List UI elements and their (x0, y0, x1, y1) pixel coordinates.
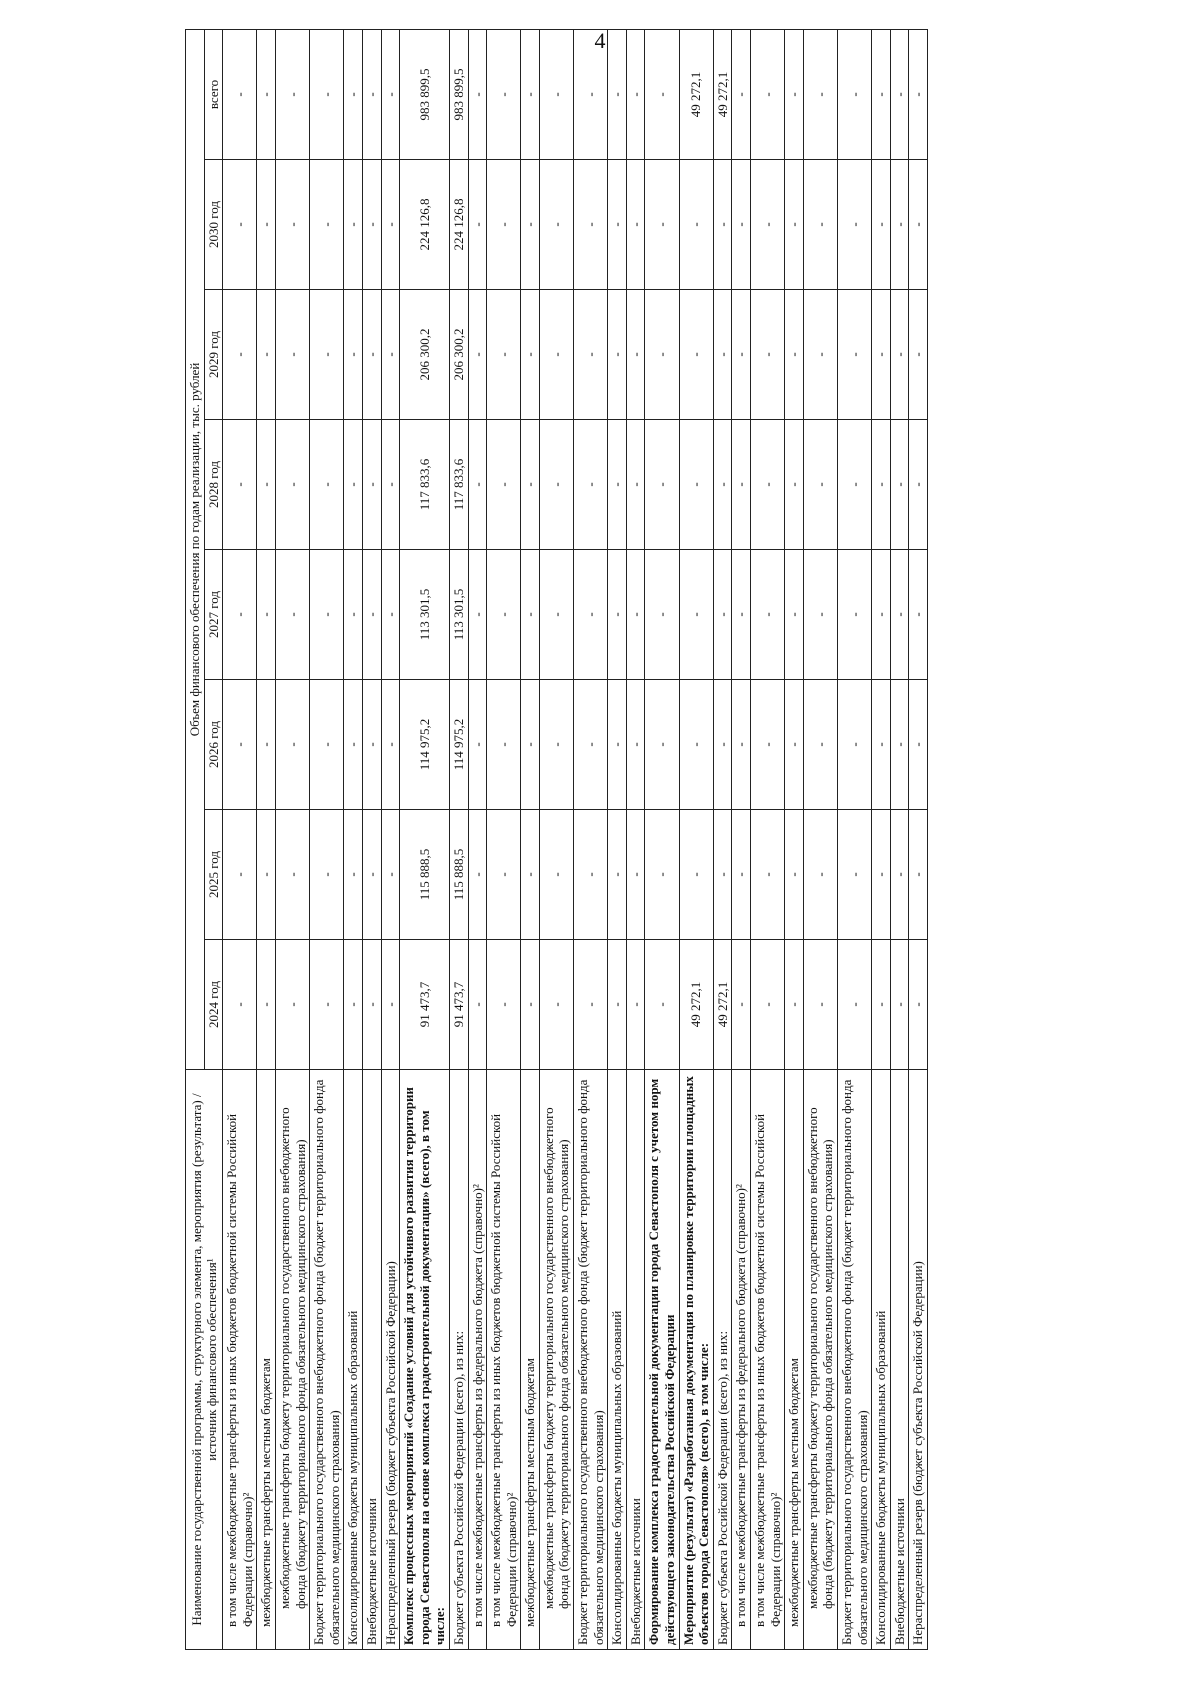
table-row (449, 29, 468, 1649)
row-value-cell: - (732, 680, 751, 810)
row-value-cell: - (890, 420, 909, 550)
header-total: всего (204, 29, 223, 159)
row-value-cell: - (223, 680, 257, 810)
row-value-cell: - (679, 810, 713, 940)
row-value-cell: - (362, 420, 381, 550)
row-value-cell: - (751, 420, 785, 550)
row-value-cell: 117 833,6 (400, 420, 450, 550)
row-label: Внебюджетные источники (890, 1070, 909, 1650)
header-year: 2024 год (204, 940, 223, 1070)
row-value-cell: - (362, 940, 381, 1070)
row-total-cell: - (468, 29, 487, 159)
row-value-cell: - (626, 290, 645, 420)
table-row (521, 29, 540, 1649)
row-value-cell: - (751, 160, 785, 290)
row-value-cell: - (890, 550, 909, 680)
header-row-group (186, 29, 205, 1649)
row-label: Нераспределенный резерв (бюджет субъекта Российской Федерации) (381, 1070, 400, 1650)
row-value-cell: - (803, 290, 837, 420)
table-row (751, 29, 785, 1649)
row-value-cell: - (626, 680, 645, 810)
row-value-cell: - (803, 420, 837, 550)
row-value-cell: 206 300,2 (449, 290, 468, 420)
row-value-cell: - (362, 160, 381, 290)
row-value-cell: - (257, 550, 276, 680)
row-value-cell: - (381, 940, 400, 1070)
row-value-cell: - (275, 940, 309, 1070)
table-row (679, 29, 713, 1649)
row-value-cell: - (487, 160, 521, 290)
row-value-cell: - (732, 290, 751, 420)
row-label: Бюджет субъекта Российской Федерации (всего), из них: (713, 1070, 732, 1650)
row-value-cell: - (751, 680, 785, 810)
row-value-cell: - (310, 810, 344, 940)
header-group: Объем финансового обеспечения по годам реализации, тыс. рублей (186, 29, 205, 1069)
row-total-cell: - (909, 29, 928, 159)
row-total-cell: - (381, 29, 400, 159)
row-value-cell: - (890, 680, 909, 810)
table-row (487, 29, 521, 1649)
row-label: Консолидированные бюджеты муниципальных образований (344, 1070, 363, 1650)
row-total-cell: - (257, 29, 276, 159)
row-label: Бюджет территориального государственного внебюджетного фонда (бюджет территориального фонда обязательного медицинского страхования) (837, 1070, 871, 1650)
row-value-cell: 91 473,7 (449, 940, 468, 1070)
row-value-cell: - (872, 160, 891, 290)
row-value-cell: 115 888,5 (400, 810, 450, 940)
row-value-cell: - (785, 290, 804, 420)
row-value-cell: - (626, 160, 645, 290)
header-year: 2027 год (204, 550, 223, 680)
row-value-cell: 224 126,8 (449, 160, 468, 290)
row-value-cell: - (713, 420, 732, 550)
row-total-cell: 983 899,5 (400, 29, 450, 159)
row-value-cell: - (310, 550, 344, 680)
row-value-cell: - (909, 290, 928, 420)
row-total-cell: - (803, 29, 837, 159)
row-value-cell: - (679, 420, 713, 550)
table-row (890, 29, 909, 1649)
row-value-cell: - (626, 550, 645, 680)
row-label: в том числе межбюджетные трансферты из иных бюджетов бюджетной системы Российской Федерации (справочно)² (751, 1070, 785, 1650)
row-value-cell: - (785, 940, 804, 1070)
row-value-cell: - (909, 680, 928, 810)
row-value-cell: - (521, 810, 540, 940)
row-value-cell: - (608, 810, 627, 940)
row-label: в том числе межбюджетные трансферты из федерального бюджета (справочно)² (732, 1070, 751, 1650)
row-value-cell: - (803, 550, 837, 680)
row-value-cell: 224 126,8 (400, 160, 450, 290)
rotated-table-frame (185, 30, 1185, 1650)
row-value-cell: - (803, 940, 837, 1070)
row-value-cell: 115 888,5 (449, 810, 468, 940)
header-year: 2026 год (204, 680, 223, 810)
row-value-cell: - (803, 160, 837, 290)
row-value-cell: 114 975,2 (400, 680, 450, 810)
row-value-cell: 49 272,1 (713, 940, 732, 1070)
row-value-cell: - (223, 810, 257, 940)
row-value-cell: - (223, 420, 257, 550)
table-row (275, 29, 309, 1649)
row-value-cell: - (837, 420, 871, 550)
row-label: Консолидированные бюджеты муниципальных образований (872, 1070, 891, 1650)
row-value-cell: - (468, 680, 487, 810)
row-value-cell: - (751, 550, 785, 680)
row-value-cell: - (344, 550, 363, 680)
row-value-cell: - (837, 810, 871, 940)
row-value-cell: - (837, 550, 871, 680)
row-value-cell: - (468, 550, 487, 680)
row-total-cell: - (645, 29, 679, 159)
header-name: Наименование государственной программы, структурного элемента, мероприятия (результата) / источник финансового обеспечения¹ (186, 1070, 223, 1650)
row-value-cell: - (275, 550, 309, 680)
row-value-cell: - (362, 680, 381, 810)
row-value-cell: - (521, 290, 540, 420)
row-label: Бюджет субъекта Российской Федерации (всего), из них: (449, 1070, 468, 1650)
row-value-cell: - (872, 550, 891, 680)
table-row (837, 29, 871, 1649)
row-label: межбюджетные трансферты бюджету территориального государственного внебюджетного фонда (бюджету территориального фонда обязательного медицинского страхования) (803, 1070, 837, 1650)
row-total-cell: - (344, 29, 363, 159)
row-value-cell: - (751, 810, 785, 940)
table-row (539, 29, 573, 1649)
row-label: в том числе межбюджетные трансферты из иных бюджетов бюджетной системы Российской Федерации (справочно)² (223, 1070, 257, 1650)
row-label: Комплекс процессных мероприятий «Создание условий для устойчивого развития территории города Севастополя на основе комплекса градостроительной документации» (всего), в том числе: (400, 1070, 450, 1650)
table-row (223, 29, 257, 1649)
row-value-cell: - (275, 420, 309, 550)
table-row (257, 29, 276, 1649)
row-value-cell: - (344, 420, 363, 550)
row-total-cell: - (608, 29, 627, 159)
row-value-cell: - (909, 160, 928, 290)
header-year: 2025 год (204, 810, 223, 940)
row-value-cell: 114 975,2 (449, 680, 468, 810)
row-value-cell: - (257, 420, 276, 550)
table-row (468, 29, 487, 1649)
row-label: межбюджетные трансферты местным бюджетам (785, 1070, 804, 1650)
row-total-cell: - (785, 29, 804, 159)
row-value-cell: - (837, 160, 871, 290)
row-total-cell: - (275, 29, 309, 159)
row-value-cell: - (310, 940, 344, 1070)
row-label: Консолидированные бюджеты муниципальных образований (608, 1070, 627, 1650)
row-value-cell: 206 300,2 (400, 290, 450, 420)
row-label: Нераспределенный резерв (бюджет субъекта Российской Федерации) (909, 1070, 928, 1650)
row-value-cell: - (257, 810, 276, 940)
row-label: межбюджетные трансферты местным бюджетам (257, 1070, 276, 1650)
row-value-cell: - (713, 550, 732, 680)
row-value-cell: - (732, 810, 751, 940)
row-label: Мероприятие (результат) «Разработанная документация по планировке территории площадных объектов города Севастополя» (всего), в том числе: (679, 1070, 713, 1650)
row-value-cell: 49 272,1 (679, 940, 713, 1070)
row-value-cell: - (539, 940, 573, 1070)
row-value-cell: - (310, 160, 344, 290)
header-year: 2028 год (204, 420, 223, 550)
row-value-cell: - (487, 420, 521, 550)
table-row (608, 29, 627, 1649)
row-value-cell: - (381, 420, 400, 550)
row-value-cell: - (521, 680, 540, 810)
row-value-cell: - (574, 810, 608, 940)
row-value-cell: - (751, 290, 785, 420)
row-value-cell: - (275, 290, 309, 420)
row-value-cell: - (223, 290, 257, 420)
row-value-cell: - (381, 810, 400, 940)
row-value-cell: - (803, 680, 837, 810)
table-row (400, 29, 450, 1649)
row-value-cell: - (487, 810, 521, 940)
row-value-cell: - (608, 550, 627, 680)
row-value-cell: - (751, 940, 785, 1070)
page-number: 4 (594, 28, 606, 53)
row-label: межбюджетные трансферты местным бюджетам (521, 1070, 540, 1650)
row-value-cell: - (626, 810, 645, 940)
row-value-cell: - (468, 420, 487, 550)
row-total-cell: 49 272,1 (713, 29, 732, 159)
row-value-cell: - (679, 160, 713, 290)
row-value-cell: - (608, 160, 627, 290)
row-value-cell: - (487, 680, 521, 810)
row-total-cell: - (732, 29, 751, 159)
row-value-cell: - (872, 680, 891, 810)
row-value-cell: - (344, 160, 363, 290)
table-row (381, 29, 400, 1649)
table-row (785, 29, 804, 1649)
table-row (626, 29, 645, 1649)
row-value-cell: - (521, 420, 540, 550)
row-value-cell: - (872, 290, 891, 420)
row-value-cell: - (521, 940, 540, 1070)
table-body (223, 29, 928, 1649)
row-label: Бюджет территориального государственного внебюджетного фонда (бюджет территориального фонда обязательного медицинского страхования) (310, 1070, 344, 1650)
row-value-cell: - (310, 290, 344, 420)
row-value-cell: - (574, 290, 608, 420)
row-value-cell: - (645, 550, 679, 680)
row-value-cell: - (275, 160, 309, 290)
row-value-cell: - (713, 810, 732, 940)
row-value-cell: - (645, 680, 679, 810)
row-value-cell: - (257, 680, 276, 810)
row-total-cell: - (751, 29, 785, 159)
row-value-cell: - (645, 290, 679, 420)
row-value-cell: 117 833,6 (449, 420, 468, 550)
row-label: Бюджет территориального государственного внебюджетного фонда (бюджет территориального фонда обязательного медицинского страхования) (574, 1070, 608, 1650)
row-value-cell: - (521, 160, 540, 290)
row-value-cell: - (890, 940, 909, 1070)
row-value-cell: - (713, 680, 732, 810)
row-value-cell: - (468, 940, 487, 1070)
row-value-cell: - (909, 420, 928, 550)
row-value-cell: - (275, 810, 309, 940)
row-value-cell: - (539, 550, 573, 680)
row-value-cell: - (679, 290, 713, 420)
row-value-cell: - (713, 290, 732, 420)
table-row (362, 29, 381, 1649)
row-total-cell: - (223, 29, 257, 159)
row-value-cell: - (362, 810, 381, 940)
row-total-cell: - (626, 29, 645, 159)
row-total-cell: 49 272,1 (679, 29, 713, 159)
row-value-cell: - (223, 160, 257, 290)
row-value-cell: - (521, 550, 540, 680)
row-value-cell: - (713, 160, 732, 290)
row-value-cell: - (732, 420, 751, 550)
row-value-cell: - (487, 550, 521, 680)
row-total-cell: - (310, 29, 344, 159)
row-value-cell: - (872, 420, 891, 550)
row-label: Внебюджетные источники (626, 1070, 645, 1650)
table-row (713, 29, 732, 1649)
row-value-cell: - (257, 160, 276, 290)
table-row (344, 29, 363, 1649)
row-label: в том числе межбюджетные трансферты из федерального бюджета (справочно)² (468, 1070, 487, 1650)
row-value-cell: - (872, 810, 891, 940)
row-value-cell: - (310, 420, 344, 550)
row-label: межбюджетные трансферты бюджету территориального государственного внебюджетного фонда (бюджету территориального фонда обязательного медицинского страхования) (539, 1070, 573, 1650)
row-value-cell: - (837, 940, 871, 1070)
row-value-cell: - (344, 680, 363, 810)
row-value-cell: - (344, 810, 363, 940)
row-value-cell: - (344, 940, 363, 1070)
row-value-cell: - (785, 680, 804, 810)
row-value-cell: 113 301,5 (449, 550, 468, 680)
row-value-cell: - (909, 550, 928, 680)
financing-table (185, 29, 928, 1650)
row-value-cell: - (608, 420, 627, 550)
row-value-cell: - (732, 550, 751, 680)
row-label: в том числе межбюджетные трансферты из иных бюджетов бюджетной системы Российской Федерации (справочно)² (487, 1070, 521, 1650)
table-row (803, 29, 837, 1649)
row-value-cell: - (608, 680, 627, 810)
row-value-cell: - (909, 940, 928, 1070)
row-value-cell: 113 301,5 (400, 550, 450, 680)
row-value-cell: - (539, 290, 573, 420)
row-value-cell: - (626, 420, 645, 550)
row-value-cell: - (626, 940, 645, 1070)
row-value-cell: - (785, 810, 804, 940)
row-value-cell: - (574, 420, 608, 550)
row-value-cell: - (574, 940, 608, 1070)
row-value-cell: - (362, 290, 381, 420)
row-value-cell: - (275, 680, 309, 810)
row-value-cell: - (381, 680, 400, 810)
row-value-cell: - (785, 160, 804, 290)
row-value-cell: - (872, 940, 891, 1070)
header-year: 2030 год (204, 160, 223, 290)
table-row (732, 29, 751, 1649)
table-row (645, 29, 679, 1649)
row-value-cell: - (837, 290, 871, 420)
row-value-cell: - (732, 940, 751, 1070)
row-total-cell: - (890, 29, 909, 159)
row-value-cell: - (468, 810, 487, 940)
table-row (310, 29, 344, 1649)
row-total-cell: - (521, 29, 540, 159)
row-value-cell: - (223, 940, 257, 1070)
row-value-cell: - (539, 680, 573, 810)
row-value-cell: - (785, 420, 804, 550)
row-value-cell: - (310, 680, 344, 810)
row-value-cell: - (381, 160, 400, 290)
row-value-cell: - (574, 680, 608, 810)
row-value-cell: 91 473,7 (400, 940, 450, 1070)
row-value-cell: - (890, 160, 909, 290)
row-total-cell: - (574, 29, 608, 159)
row-value-cell: - (909, 810, 928, 940)
row-value-cell: - (645, 160, 679, 290)
row-value-cell: - (257, 290, 276, 420)
row-value-cell: - (487, 940, 521, 1070)
row-total-cell: 983 899,5 (449, 29, 468, 159)
row-total-cell: - (837, 29, 871, 159)
table-row (909, 29, 928, 1649)
row-value-cell: - (837, 680, 871, 810)
row-value-cell: - (574, 550, 608, 680)
row-label: Внебюджетные источники (362, 1070, 381, 1650)
row-value-cell: - (645, 420, 679, 550)
row-total-cell: - (487, 29, 521, 159)
row-value-cell: - (539, 810, 573, 940)
row-value-cell: - (608, 940, 627, 1070)
row-total-cell: - (362, 29, 381, 159)
row-value-cell: - (381, 550, 400, 680)
row-value-cell: - (468, 290, 487, 420)
row-value-cell: - (645, 940, 679, 1070)
row-value-cell: - (344, 290, 363, 420)
row-value-cell: - (574, 160, 608, 290)
row-value-cell: - (732, 160, 751, 290)
row-value-cell: - (890, 290, 909, 420)
row-value-cell: - (223, 550, 257, 680)
row-value-cell: - (539, 420, 573, 550)
row-value-cell: - (803, 810, 837, 940)
row-label: Формирование комплекса градостроительной документации города Севастополя с учетом норм действующего законодательства Российской Федерации (645, 1070, 679, 1650)
header-year: 2029 год (204, 290, 223, 420)
row-value-cell: - (785, 550, 804, 680)
row-value-cell: - (679, 550, 713, 680)
row-value-cell: - (487, 290, 521, 420)
row-value-cell: - (539, 160, 573, 290)
row-total-cell: - (539, 29, 573, 159)
row-value-cell: - (679, 680, 713, 810)
table-row (574, 29, 608, 1649)
row-value-cell: - (362, 550, 381, 680)
row-total-cell: - (872, 29, 891, 159)
row-value-cell: - (645, 810, 679, 940)
row-value-cell: - (468, 160, 487, 290)
row-value-cell: - (608, 290, 627, 420)
row-value-cell: - (257, 940, 276, 1070)
row-value-cell: - (890, 810, 909, 940)
row-label: межбюджетные трансферты бюджету территориального государственного внебюджетного фонда (бюджету территориального фонда обязательного медицинского страхования) (275, 1070, 309, 1650)
table-row (872, 29, 891, 1649)
row-value-cell: - (381, 290, 400, 420)
